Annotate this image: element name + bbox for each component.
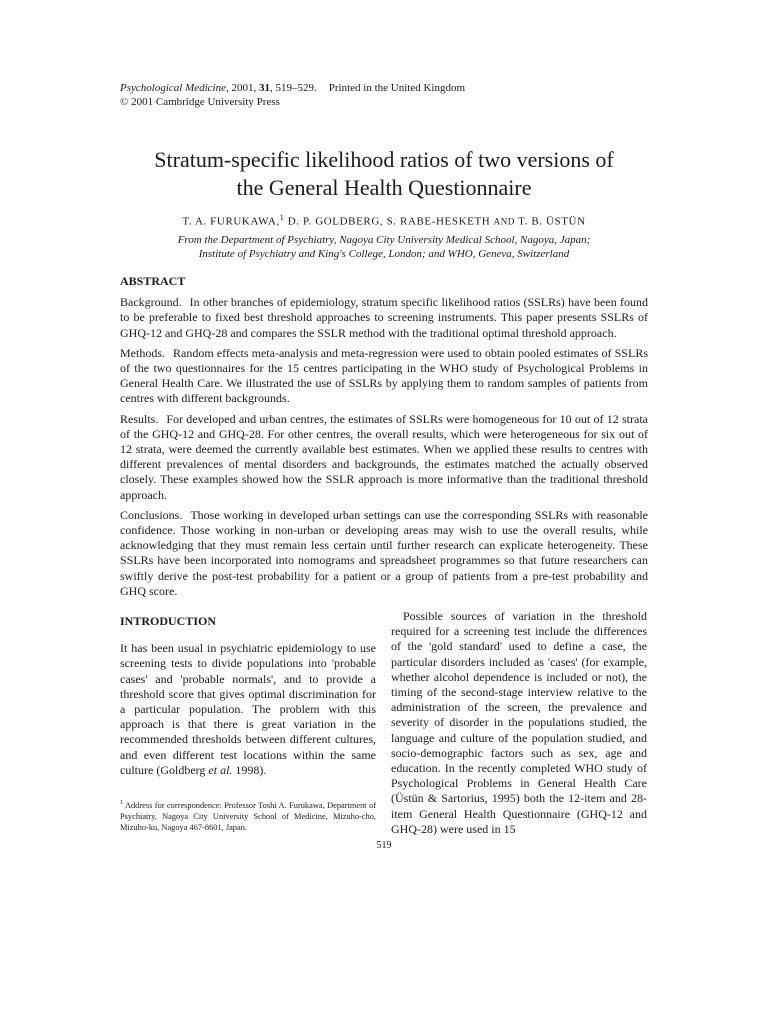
affiliation-line-2: Institute of Psychiatry and King's College, London; and WHO, Geneva, Switzerland	[198, 248, 570, 260]
abstract-conclusions: Conclusions. Those working in developed urban settings can use the corresponding SSLRs with reasonable confidence. Those working in non-urban or developing areas may wish to use the overall results, while acknowledging that they must remain less certain until further research can explicate heterogeneity. These SSLRs have been incorporated into nomograms and spreadsheet programmes so that future researchers can swiftly derive the post-test probability for a patient or a group of patients from a pre-test probability and GHQ score.	[120, 507, 648, 598]
right-column	[391, 609, 647, 837]
right-column-paragraph: Possible sources of variation in the threshold required for a screening test include the differences of the 'gold standard' used to define a case, the particular disorders included as 'cases' (for example, whether alcohol dependence is included or not), the timing of the second-stage interview relative to the administration of the screen, the prevalence and severity of disorder in the populations studied, the language and culture of the population studied, and socio-demographic factors such as sex, age and education. In the recently completed WHO study of Psychological Problems in General Health Care (Üstün & Sartorius, 1995) both the 12-item and 28-item General Health Questionnaire (GHQ-12 and GHQ-28) were used in 15	[391, 609, 647, 836]
citation-line	[120, 81, 465, 95]
page-number: 519	[376, 840, 392, 851]
title-line-2: the General Health Questionnaire	[236, 175, 532, 200]
author-1: T. A. FURUKAWA,	[182, 215, 280, 228]
copyright-line: © 2001 Cambridge University Press	[120, 96, 280, 108]
author-4: T. B. ÜSTÜN	[514, 215, 586, 228]
title-line-1: Stratum-specific likelihood ratios of two versions of	[154, 147, 614, 172]
introduction-heading: INTRODUCTION	[120, 614, 217, 628]
introduction-paragraph: It has been usual in psychiatric epidemiology to use screening tests to divide populations into 'probable cases' and 'probable normals', and to provide a threshold score that gives optimal discrimination for a particular population. The problem with this approach is that there is great variation in the recommended thresholds between different cultures, and even different test locations within the same culture (Goldberg et al. 1998).	[120, 641, 376, 777]
citation-year: , 2001,	[226, 82, 259, 94]
abstract-results: Results. For developed and urban centres, the estimates of SSLRs were homogeneous for 10 out of 12 strata of the GHQ-12 and GHQ-28. For other centres, the overall results, which were heterogeneous for six out of 12 strata, were deemed the currently available best estimates. When we applied these results to centres with different prevalences of mental disorders and backgrounds, the estimates matched the actually observed closely. These examples showed how the SSLR approach is more informative than the traditional threshold approach.	[120, 411, 648, 502]
author-superscript: 1	[279, 213, 285, 222]
author-2-3: D. P. GOLDBERG, S. RABE-HESKETH	[284, 215, 494, 228]
affiliation-line-1: From the Department of Psychiatry, Nagoya City University Medical School, Nagoya, Japan;	[177, 234, 591, 246]
citation-pages: , 519–529.	[270, 82, 317, 94]
abstract-section	[120, 274, 648, 604]
abstract-background: Background. In other branches of epidemiology, stratum specific likelihood ratios (SSLRs) have been found to be preferable to fixed best threshold approaches to screening instruments. This paper presents SSLRs of GHQ-12 and GHQ-28 and compares the SSLR method with the traditional optimal threshold approach.	[120, 295, 648, 340]
author-list	[80, 213, 688, 228]
running-header	[120, 81, 465, 109]
affiliations	[100, 233, 668, 261]
abstract-methods: Methods. Random effects meta-analysis and meta-regression were used to obtain pooled estimates of SSLRs of the two questionnaires for the 15 centres participating in the WHO study of Psychological Problems in General Health Care. We illustrated the use of SSLRs by applying them to random samples of patients from centres with different backgrounds.	[120, 345, 648, 406]
printed-note: Printed in the United Kingdom	[328, 82, 466, 94]
left-column	[120, 614, 376, 778]
journal-name: Psychological Medicine	[120, 82, 226, 94]
author-and: AND	[493, 216, 515, 227]
citation-volume: 31	[259, 82, 270, 94]
abstract-heading: ABSTRACT	[120, 274, 186, 288]
article-title	[80, 146, 688, 202]
footnote: $^1$ Address for correspondence: Professor Toshi A. Furukawa, Department of Psychiatry, Nagoya City University School of Medicine, Mizuho-cho, Mizuho-ku, Nagoya 467-8601, Japan.	[120, 800, 376, 832]
